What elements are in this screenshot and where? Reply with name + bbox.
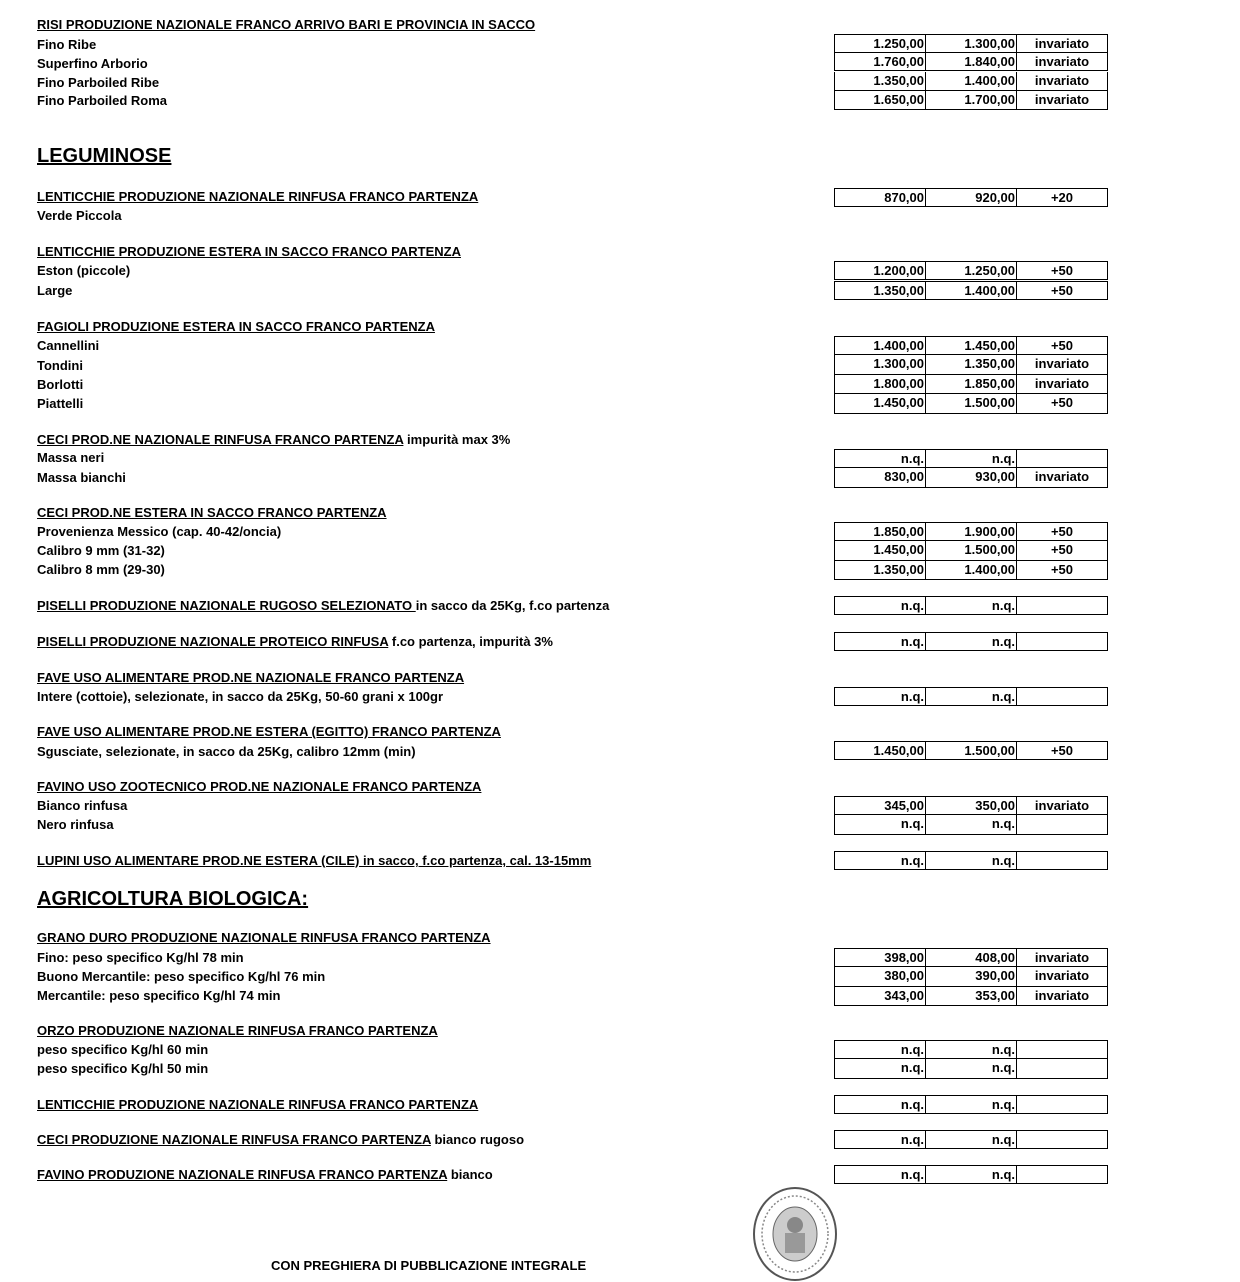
price-min: 345,00 [835,797,926,814]
price-row [834,687,1108,706]
price-variation: invariato [1034,73,1090,88]
section-heading [37,724,501,740]
price-row [834,541,1108,561]
price-max: 930,00 [926,468,1017,487]
price-row [834,34,1108,53]
row-label: Fino Parboiled Ribe [37,75,160,90]
price-variation: invariato [1034,36,1090,51]
price-row [834,468,1108,488]
price-row [834,1059,1108,1079]
section-title: AGRICOLTURA BIOLOGICA: [37,888,309,910]
price-variation: +50 [1050,263,1074,278]
price-variation: +20 [1050,190,1074,205]
section-heading [37,670,464,686]
price-variation [1017,815,1107,834]
price-max: n.q. [926,450,1017,467]
price-row [834,1095,1108,1114]
price-variation: invariato [1034,376,1090,391]
row-label: Tondini [37,358,83,373]
price-min: 1.450,00 [835,541,926,560]
price-min: 343,00 [835,987,926,1005]
price-min: n.q. [835,1059,926,1078]
heading-note: bianco [447,1167,493,1182]
price-max: n.q. [926,1166,1017,1183]
section-heading [37,598,609,614]
price-variation [1017,1131,1107,1148]
price-max: 1.250,00 [926,262,1017,279]
price-min: 1.850,00 [835,523,926,540]
section-heading [37,930,491,946]
price-row [834,261,1108,280]
section-heading [37,1023,438,1039]
price-row [834,796,1108,815]
row-label: Verde Piccola [37,208,122,223]
price-row [834,449,1108,468]
row-label: Buono Mercantile: peso specifico Kg/hl 76 min [37,969,326,984]
heading-text: LENTICCHIE PRODUZIONE NAZIONALE RINFUSA FRANCO PARTENZA [37,1097,479,1112]
price-row [834,596,1108,615]
price-row [834,53,1108,71]
price-row [834,561,1108,580]
row-label: Fino Ribe [37,37,97,52]
price-max: n.q. [926,1041,1017,1058]
price-row [834,815,1108,835]
row-label: Provenienza Messico (cap. 40-42/oncia) [37,524,282,539]
price-min: 1.350,00 [835,561,926,579]
heading-text: CECI PROD.NE NAZIONALE RINFUSA FRANCO PARTENZA [37,432,404,447]
row-label: Piattelli [37,396,84,411]
price-variation: +50 [1050,562,1074,577]
price-min: 1.650,00 [835,91,926,109]
row-label: Eston (piccole) [37,263,131,278]
row-label: Fino: peso specifico Kg/hl 78 min [37,950,244,965]
section-heading [37,779,481,795]
price-variation [1017,1166,1107,1183]
heading-text: FAVE USO ALIMENTARE PROD.NE ESTERA (EGITTO) FRANCO PARTENZA [37,724,501,739]
price-max: n.q. [926,815,1017,834]
price-row [834,948,1108,967]
heading-note: in sacco da 25Kg, f.co partenza [415,598,610,613]
heading-text: PISELLI PRODUZIONE NAZIONALE PROTEICO RINFUSA [37,634,389,649]
price-row [834,72,1108,91]
heading-text: LUPINI USO ALIMENTARE PROD.NE ESTERA (CILE) in sacco, f.co partenza, cal. 13-15mm [37,853,592,868]
heading-note: bianco rugoso [430,1132,525,1147]
section-heading [37,432,510,448]
row-label: Large [37,283,73,298]
row-label: Calibro 9 mm (31-32) [37,543,165,558]
heading-text: PISELLI PRODUZIONE NAZIONALE RUGOSO SELEZIONATO [37,598,416,613]
price-min: n.q. [835,597,926,614]
heading-text: FAVINO PRODUZIONE NAZIONALE RINFUSA FRANCO PARTENZA [37,1167,448,1182]
price-max: n.q. [926,1096,1017,1113]
price-row [834,632,1108,651]
price-variation: invariato [1034,469,1090,484]
price-max: n.q. [926,852,1017,869]
price-row [834,987,1108,1006]
price-variation: +50 [1050,395,1074,410]
section-heading [37,505,387,521]
price-max: 408,00 [926,949,1017,966]
price-row [834,967,1108,987]
price-row [834,1165,1108,1184]
price-min: 1.400,00 [835,337,926,354]
section-title: LEGUMINOSE [37,145,172,167]
price-min: 1.450,00 [835,742,926,759]
price-variation [1017,633,1107,650]
price-row [834,851,1108,870]
price-row [834,1040,1108,1059]
price-variation: invariato [1034,968,1090,983]
price-row [834,522,1108,541]
heading-text: CECI PRODUZIONE NAZIONALE RINFUSA FRANCO PARTENZA [37,1132,431,1147]
price-max: 1.300,00 [926,35,1017,52]
price-max: 1.500,00 [926,394,1017,413]
price-max: 1.500,00 [926,541,1017,560]
section-heading [37,17,535,33]
price-max: n.q. [926,597,1017,614]
heading-text: LENTICCHIE PRODUZIONE ESTERA IN SACCO FRANCO PARTENZA [37,244,461,259]
price-variation [1017,852,1107,869]
price-row [834,91,1108,110]
row-label: Nero rinfusa [37,817,114,832]
price-min: n.q. [835,1041,926,1058]
row-label: Calibro 8 mm (29-30) [37,562,165,577]
heading-text: FAGIOLI PRODUZIONE ESTERA IN SACCO FRANCO PARTENZA [37,319,435,334]
price-variation: invariato [1034,950,1090,965]
price-max: 1.850,00 [926,375,1017,393]
section-heading [37,853,591,869]
section-heading [37,319,435,335]
heading-text: FAVINO USO ZOOTECNICO PROD.NE NAZIONALE FRANCO PARTENZA [37,779,482,794]
price-max: 1.840,00 [926,53,1017,70]
row-label: Intere (cottoie), selezionate, in sacco da 25Kg, 50-60 grani x 100gr [37,689,444,704]
price-variation: invariato [1034,92,1090,107]
price-variation: +50 [1050,283,1074,298]
price-variation [1017,597,1107,614]
price-min: n.q. [835,1166,926,1183]
price-min: n.q. [835,1131,926,1148]
price-row [834,394,1108,414]
price-max: n.q. [926,1131,1017,1148]
price-max: n.q. [926,1059,1017,1078]
price-max: 1.400,00 [926,282,1017,299]
price-row [834,281,1108,300]
price-variation [1017,450,1107,467]
row-label: Bianco rinfusa [37,798,128,813]
price-max: 1.500,00 [926,742,1017,759]
price-variation: +50 [1050,743,1074,758]
price-max: 390,00 [926,967,1017,986]
price-min: 870,00 [835,189,926,206]
price-max: 1.900,00 [926,523,1017,540]
heading-text: FAVE USO ALIMENTARE PROD.NE NAZIONALE FRANCO PARTENZA [37,670,465,685]
price-min: 830,00 [835,468,926,487]
price-min: 1.250,00 [835,35,926,52]
price-row [834,1130,1108,1149]
price-max: n.q. [926,633,1017,650]
section-heading [37,1097,478,1113]
section-heading [37,1132,524,1148]
price-min: n.q. [835,633,926,650]
price-max: 350,00 [926,797,1017,814]
row-label: Mercantile: peso specifico Kg/hl 74 min [37,988,281,1003]
price-min: 1.200,00 [835,262,926,279]
row-label: Sgusciate, selezionate, in sacco da 25Kg, calibro 12mm (min) [37,744,416,759]
price-variation [1017,688,1107,705]
section-heading [37,634,553,650]
price-variation: invariato [1034,798,1090,813]
price-min: n.q. [835,815,926,834]
price-row [834,375,1108,394]
price-row [834,336,1108,355]
price-variation [1017,1096,1107,1113]
price-variation: invariato [1034,356,1090,371]
footer-note: CON PREGHIERA DI PUBBLICAZIONE INTEGRALE [271,1258,587,1273]
price-variation [1017,1041,1107,1058]
price-variation: +50 [1050,524,1074,539]
row-label: Borlotti [37,377,84,392]
price-variation [1017,1059,1107,1078]
price-max: 1.400,00 [926,72,1017,90]
price-max: 353,00 [926,987,1017,1005]
price-max: 1.350,00 [926,355,1017,374]
heading-text: GRANO DURO PRODUZIONE NAZIONALE RINFUSA FRANCO PARTENZA [37,930,491,945]
price-min: 398,00 [835,949,926,966]
heading-text: ORZO PRODUZIONE NAZIONALE RINFUSA FRANCO PARTENZA [37,1023,438,1038]
price-min: n.q. [835,450,926,467]
heading-note: impurità max 3% [403,432,511,447]
price-max: 920,00 [926,189,1017,206]
price-max: 1.700,00 [926,91,1017,109]
section-heading [37,189,478,205]
row-label: Massa bianchi [37,470,126,485]
price-min: 1.800,00 [835,375,926,393]
row-label: Superfino Arborio [37,56,148,71]
row-label: Cannellini [37,338,100,353]
price-min: 1.350,00 [835,282,926,299]
heading-note: f.co partenza, impurità 3% [388,634,553,649]
price-min: 380,00 [835,967,926,986]
heading-text: LENTICCHIE PRODUZIONE NAZIONALE RINFUSA FRANCO PARTENZA [37,189,479,204]
price-max: n.q. [926,688,1017,705]
price-row [834,355,1108,375]
row-label: peso specifico Kg/hl 50 min [37,1061,209,1076]
section-heading [37,244,461,260]
seal-icon [752,1187,838,1282]
price-min: 1.350,00 [835,72,926,90]
price-variation: invariato [1034,988,1090,1003]
price-min: 1.300,00 [835,355,926,374]
price-min: n.q. [835,688,926,705]
price-min: 1.760,00 [835,53,926,70]
heading-text: CECI PROD.NE ESTERA IN SACCO FRANCO PARTENZA [37,505,387,520]
row-label: Fino Parboiled Roma [37,93,168,108]
row-label: Massa neri [37,450,105,465]
price-max: 1.450,00 [926,337,1017,354]
row-label: peso specifico Kg/hl 60 min [37,1042,209,1057]
heading-text: RISI PRODUZIONE NAZIONALE FRANCO ARRIVO BARI E PROVINCIA IN SACCO [37,17,536,32]
price-variation: +50 [1050,542,1074,557]
price-variation: invariato [1034,54,1090,69]
price-row [834,188,1108,207]
section-heading [37,1167,493,1183]
price-variation: +50 [1050,338,1074,353]
price-min: n.q. [835,852,926,869]
price-min: n.q. [835,1096,926,1113]
price-row [834,741,1108,760]
price-min: 1.450,00 [835,394,926,413]
price-max: 1.400,00 [926,561,1017,579]
